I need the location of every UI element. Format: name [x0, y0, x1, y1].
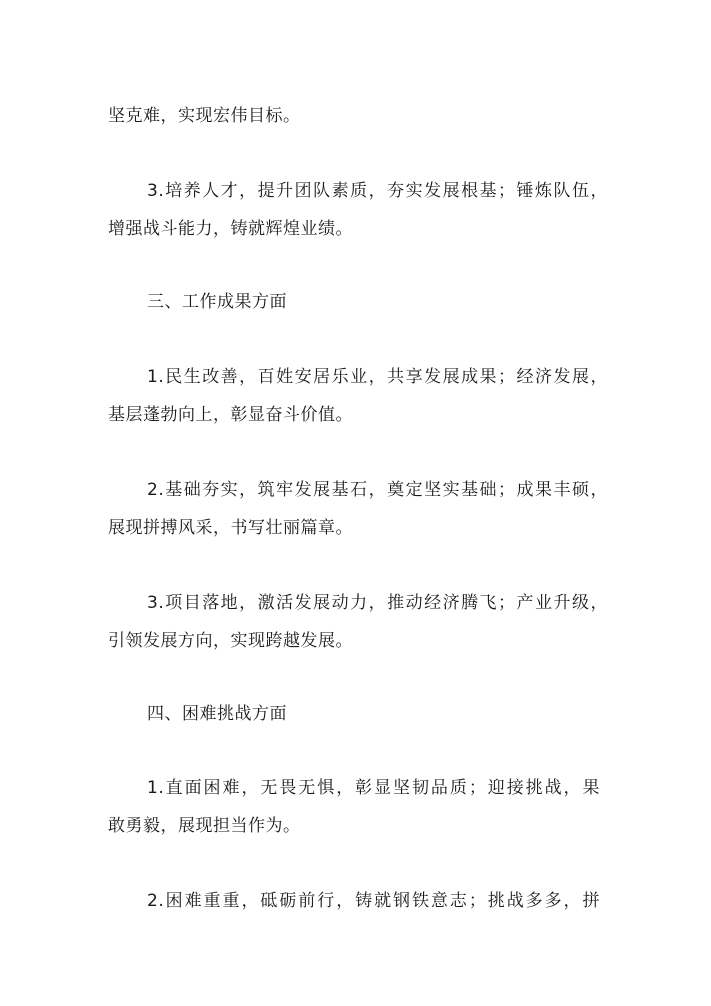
paragraph-line: 增强战斗能力，铸就辉煌业绩。	[108, 219, 353, 239]
paragraph-line: 1.直面困难，无畏无惧，彰显坚韧品质；迎接挑战，果	[147, 778, 600, 798]
paragraph-line: 2.困难重重，砥砺前行，铸就钢铁意志；挑战多多，拼	[147, 891, 600, 911]
paragraph-line: 敢勇毅，展现担当作为。	[108, 816, 301, 836]
paragraph-line: 引领发展方向，实现跨越发展。	[108, 631, 353, 651]
section-heading: 四、困难挑战方面	[147, 704, 287, 724]
paragraph-line: 基层蓬勃向上，彰显奋斗价值。	[108, 405, 353, 425]
section-heading: 三、工作成果方面	[147, 292, 287, 312]
paragraph-line: 1.民生改善，百姓安居乐业，共享发展成果；经济发展，	[147, 367, 608, 387]
paragraph-line: 3.培养人才，提升团队素质，夯实发展根基；锤炼队伍，	[147, 181, 608, 201]
paragraph-line: 坚克难，实现宏伟目标。	[108, 106, 301, 126]
paragraph-line: 2.基础夯实，筑牢发展基石，奠定坚实基础；成果丰硕，	[147, 480, 608, 500]
paragraph-line: 3.项目落地，激活发展动力，推动经济腾飞；产业升级，	[147, 593, 608, 613]
paragraph-line: 展现拼搏风采，书写壮丽篇章。	[108, 518, 353, 538]
